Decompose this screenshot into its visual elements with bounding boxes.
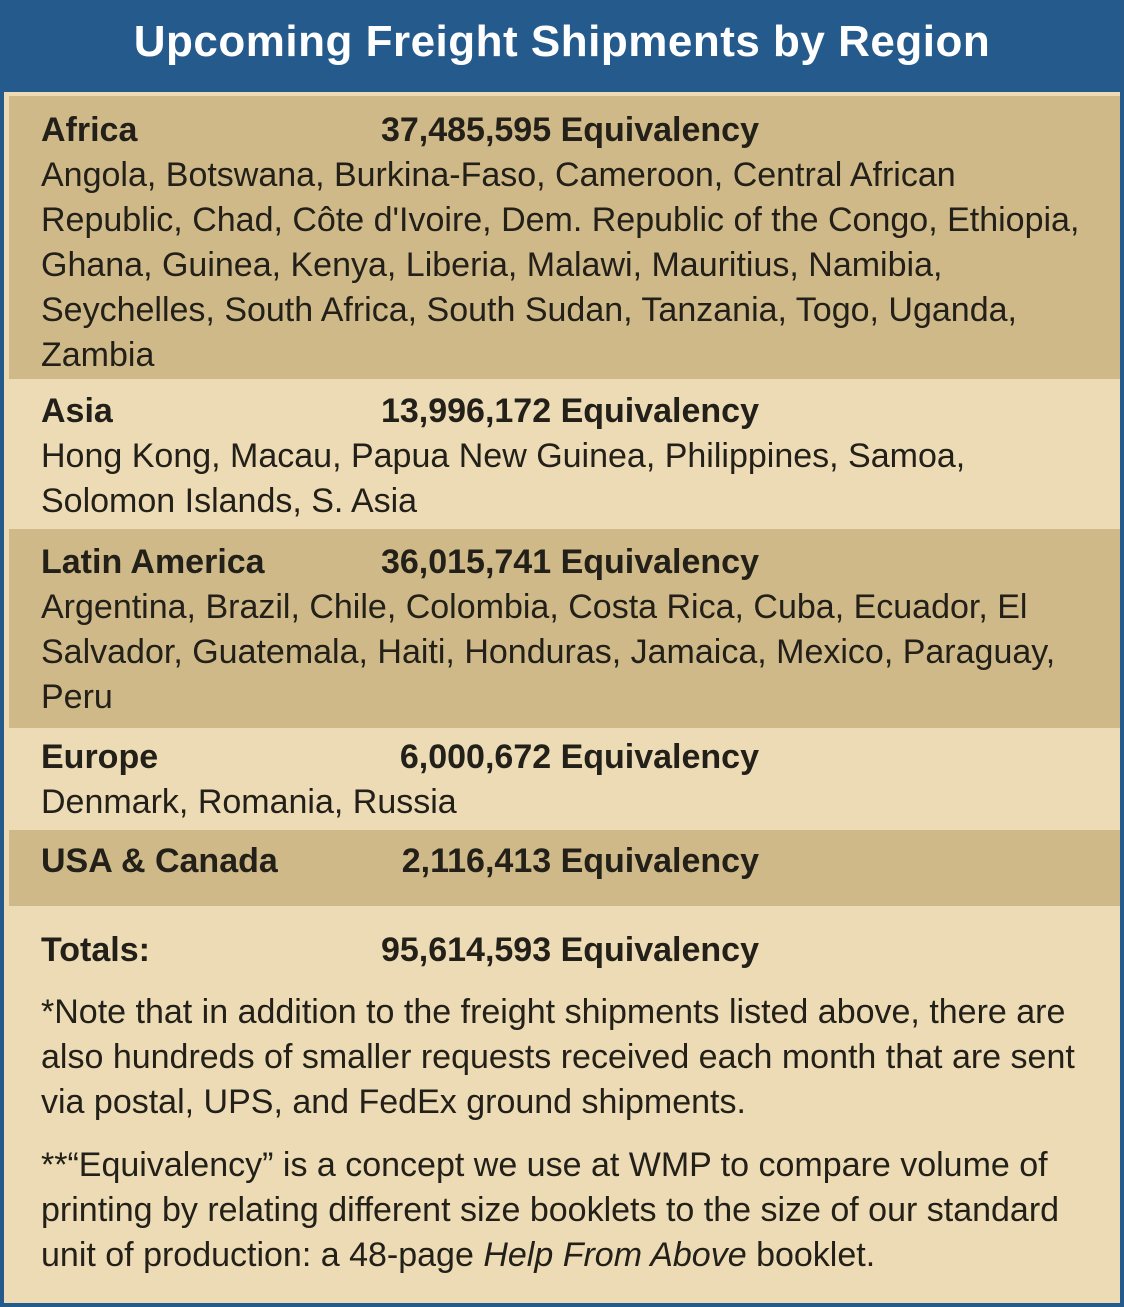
totals-header [41,928,1120,973]
region-amount: 36,015,741 Equivalency [380,543,759,581]
region-name: Asia [41,392,113,430]
note-equivalency [41,1143,1101,1278]
region-header [41,540,1120,585]
region-header [41,735,1120,780]
region-countries: Hong Kong, Macau, Papua New Guinea, Philippines, Samoa, Solomon Islands, S. Asia [41,437,966,520]
region-name: Latin America [41,543,265,581]
region-amount: 13,996,172 Equivalency [380,392,759,430]
region-name: USA & Canada [41,842,278,880]
totals-label: Totals: [41,931,150,969]
totals-row [9,928,1120,973]
note-freight: *Note that in addition to the freight shipments listed above, there are also hundreds of smaller requests received each month that are sent via postal, UPS, and FedEx ground shipments. [41,993,1075,1121]
region-europe [9,728,1120,830]
region-countries: Denmark, Romania, Russia [41,783,457,821]
region-header [41,389,1120,434]
region-countries: Angola, Botswana, Burkina-Faso, Cameroon, Central African Republic, Chad, Côte d'Ivoire, Dem. Republic of the Congo, Ethiopia, Ghana, Guinea, Kenya, Liberia, Malawi, Mauritius, Namibia, Seychelles, South Africa, South Sudan, Tanzania, Togo, Uganda, Zambia [41,156,1080,374]
region-name: Europe [41,738,159,776]
region-asia [9,379,1120,529]
region-usa-canada [9,830,1120,906]
region-latin-america [9,529,1120,728]
booklet-title: Help From Above [483,1236,747,1274]
region-countries: Argentina, Brazil, Chile, Colombia, Costa Rica, Cuba, Ecuador, El Salvador, Guatemala, Haiti, Honduras, Jamaica, Mexico, Paraguay, Peru [41,588,1056,716]
page-title: Upcoming Freight Shipments by Region [4,4,1120,92]
region-header [41,839,1120,884]
note-equivalency-text: **“Equivalency” is a concept we use at WMP to compare volume of printing by relating different size booklets to the size of our standard unit of production: a 48-page [41,1146,1060,1274]
region-africa [9,96,1120,379]
note-equivalency-end: booklet. [746,1236,876,1274]
region-name: Africa [41,111,138,149]
region-amount: 6,000,672 Equivalency [399,738,759,776]
totals-amount: 95,614,593 Equivalency [380,931,759,969]
region-amount: 37,485,595 Equivalency [380,111,759,149]
region-amount: 2,116,413 Equivalency [401,842,759,880]
region-header [41,108,1120,153]
